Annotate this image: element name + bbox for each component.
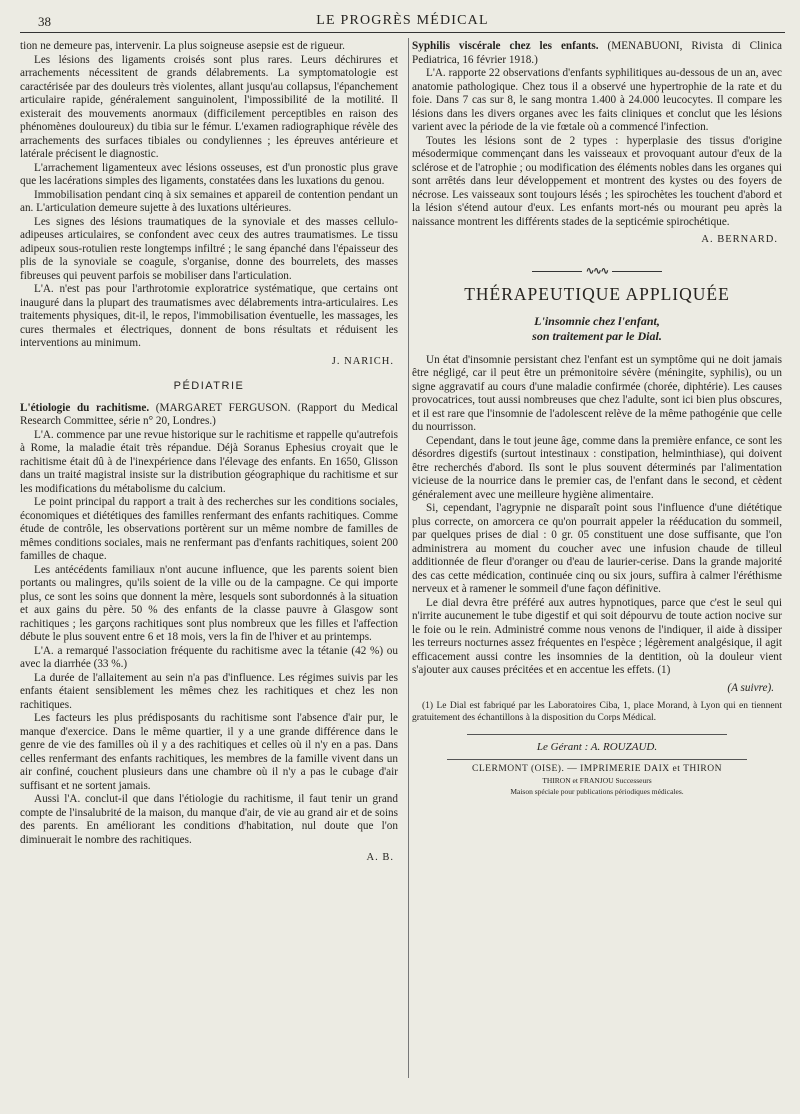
paragraph: L'A. n'est pas pour l'arthrotomie exploratrice systématique, que certains ont inauguré dans la plupart des traumatismes avec délabrements intra-articulaires. Les traitements physiques, dit-il, le repos, l'immobilisation éventuelle, les massages, les cures thermales et électriques, donnent de bons résultats et réduisent les interventions au minimum.	[20, 283, 398, 349]
paragraph: Les lésions des ligaments croisés sont plus rares. Leurs déchirures et arrachements nécessitent de grands délabrements. La symptomatologie est caractérisée par des douleurs très violentes, allant jusqu'au collapsus, l'épanchement articulaire rapide, généralement sanguinolent, l'impossibilité de la motilité. Il existerait des mouvements anormaux (difficilement perceptibles en raison des phénomènes douloureux) du tibia sur le fémur. L'examen radiographique révèle des arrachements des surfaces tibiales ou condyliennes ; les épreuves antérieure et latérale précisent le diagnostic.	[20, 53, 398, 160]
left-column	[20, 40, 398, 873]
paragraph: Immobilisation pendant cinq à six semaines et appareil de contention pendant un an. L'articulation demeure sujette à des luxations ultérieures.	[20, 188, 398, 214]
section-heading: THÉRAPEUTIQUE APPLIQUÉE	[464, 284, 730, 304]
footnote-text: (1) Le Dial est fabriqué par les Laboratoires Ciba, 1, place Morand, à Lyon qui en tiennent gratuitement des échantillons à la disposition du Corps Médical.	[412, 701, 782, 723]
paragraph: Le dial devra être préféré aux autres hypnotiques, parce que c'est le seul qui n'irrite aucunement le tube digestif et qui soit dépourvu de toute action nocive sur le foie ou le rein. Administré comme nous venons de l'indiquer, il aide à dissiper les terreurs nocturnes assez fréquentes en l'espèce ; légèrement analgésique, il agit efficacement aussi contre les insomnies de la dentition, où la douleur vient s'ajouter aux causes précitées et en accentue les effets. (1)	[412, 596, 782, 676]
divider-line	[447, 759, 747, 760]
paragraph: Un état d'insomnie persistant chez l'enfant est un symptôme qui ne doit jamais être négligé, car il peut être un prémonitoire sévère (méningite, syphilis), ou un signe aggravatif au cours d'une maladie confirmée (chorée, diphtérie). Les causes provocatrices, tout aussi nombreuses que chez l'adulte, sont ici bien plus obscures, et il est rare que l'insomnie de l'adolescent relève de la même pathogénie que celle du nourrisson.	[412, 353, 782, 433]
paragraph: L'arrachement ligamenteux avec lésions osseuses, est d'un pronostic plus grave que les lacérations simples des ligaments, constatées dans les luxations du genou.	[20, 161, 398, 187]
ornamental-divider	[412, 265, 782, 279]
article-reference: (MARGARET FERGUSON. (Rapport du Medical Research Committee, série n° 20, Londres.)	[20, 401, 399, 427]
author-signature: J. NARICH.	[331, 355, 394, 367]
page-header	[20, 10, 785, 33]
article-header	[412, 40, 782, 67]
author-signature: A. BERNARD.	[701, 234, 778, 245]
imprint-line: Maison spéciale pour publications périodiques médicales.	[510, 786, 684, 796]
subtitle-line-1: L'insomnie chez l'enfant,	[534, 313, 660, 328]
column-rule	[408, 38, 409, 1078]
paragraph: Les facteurs les plus prédisposants du rachitisme sont l'absence d'air pur, le manque d'exercice. Dans le même quartier, il y a une grande différence dans le genre de vie des familles où il y a des rachitiques et celles où il n'y en a pas. Dans celles renfermant des enfants rachitiques, les membres de la famille vivent dans un air confiné, couchent plusieurs dans une chambre où il n'y a pas le cubage d'air suffisant et ne sortent jamais.	[20, 712, 398, 792]
journal-title: LE PROGRÈS MÉDICAL	[316, 13, 489, 28]
article-subtitle	[412, 314, 782, 344]
divider-glyph: ∿∿∿	[585, 265, 609, 277]
paragraph: L'A. rapporte 22 observations d'enfants syphilitiques au-dessous de un an, avec anatomie pathologique. Chez tous il a observé une hypertrophie de la rate et du foie. Dans 7 cas sur 8, le sang montra 1.400 à 24.000 leucocytes. Il compare les lésions dans les divers organes avec les faits cliniques et conclut que les lésions varient avec la période de la vie fœtale où a commencé l'infection.	[412, 67, 782, 133]
paragraph: Cependant, dans le tout jeune âge, comme dans la première enfance, ce sont les désordres digestifs (surtout intestinaux : constipation, helminthiase), qui doivent être recherchés d'abord. Ils sont le plus souvent déterminés par l'alimentation vicieuse de la nourrice dans le premier cas, de l'enfant dans le second, et cèdent généralement avec une meilleure hygiène alimentaire.	[412, 434, 782, 501]
paragraph: Les signes des lésions traumatiques de la synoviale et des masses cellulo-adipeuses articulaires, se confondent avec ceux des autres traumatismes. Le tissu adipeux sous-rotulien reste longtemps infiltré ; le sang épanché dans l'épaisseur des plis de la synoviale se coagule, s'organise, donne des bourrelets, des masses fibreuses qui peuvent parfois se mobiliser dans l'articulation.	[20, 215, 398, 282]
page-number: 38	[38, 14, 51, 29]
article-header	[20, 402, 398, 429]
article-reference: (MENABUONI, Rivista di Clinica Pediatrica, 16 février 1918.)	[412, 40, 782, 66]
printer-imprint	[412, 764, 782, 797]
imprint-line: THIRON et FRANJOU Successeurs	[542, 775, 652, 785]
footnote	[412, 701, 782, 724]
author-signature: A. B.	[366, 852, 394, 863]
article-title: L'étiologie du rachitisme.	[20, 401, 150, 414]
publisher-manager: Le Gérant : A. ROUZAUD.	[536, 741, 658, 753]
paragraph: La durée de l'allaitement au sein n'a pas d'influence. Les régimes suivis par les enfants étaient sensiblement les mêmes chez les rachitiques et chez les non rachitiques.	[20, 671, 398, 711]
article-title: Syphilis viscérale chez les enfants.	[412, 40, 599, 52]
paragraph: L'A. a remarqué l'association fréquente du rachitisme avec la tétanie (42 %) ou avec la diarrhée (33 %.)	[20, 644, 398, 670]
divider-line	[467, 734, 727, 735]
paragraph: Les antécédents familiaux n'ont aucune influence, que les parents soient bien portants ou malingres, qu'ils soient de la ville ou de la campagne. Ce qui importe plus, ce sont les soins que donnent la mère, lesquels sont subordonnés à la situation et aux gains du père. 50 % des enfants de la classe pauvre à Glasgow sont rachitiques ; les garçons rachitiques sont plus nombreux que les filles et l'affection débute le plus souvent entre 6 et 18 mois, vers la fin de l'hiver et au printemps.	[20, 563, 398, 643]
paragraph: Si, cependant, l'agrypnie ne disparaît point sous l'influence d'une diététique plus correcte, on amorcera ce qu'on pourrait appeler la rééducation du sommeil, par quelques prises de dial : 0 gr. 05 constituent une dose suffisante, que l'on administrera au moment du coucher avec une infusion chaude de tilleul additionnée de fleur d'oranger ou d'eau de laurier-cerise. Dans la grande majorité des cas cette médication, continuée cinq ou six jours, suffira à calmer l'éréthisme nerveux et à ramener le sommeil d'une façon définitive.	[412, 502, 782, 595]
paragraph: Toutes les lésions sont de 2 types : hyperplasie des tissus d'origine mésodermique commençant dans les vaisseaux et provoquant autour d'eux de la sclérose et de l'atrophie ; ou modification des éléments nobles dans les organes qui sont arrêtés dans leur développement et montrent des kystes ou des foyers de nécrose. Les vaisseaux sont toujours lésés ; les spirochètes les touchent d'abord et la lésion s'étend autour d'eux. Les enfants mort-nés ou mourant peu après la naissance montrent les différents stades de la septicémie spirochétique.	[412, 134, 782, 228]
paragraph: Aussi l'A. conclut-il que dans l'étiologie du rachitisme, il faut tenir un grand compte de l'insalubrité de la maison, du manque d'air, de vie au grand air et de soins des parents. En améliorant les conditions d'habitation, nul doute que l'on diminuerait le nombre des rachitiques.	[20, 793, 398, 846]
section-label: PÉDIATRIE	[173, 380, 245, 392]
paragraph: L'A. commence par une revue historique sur le rachitisme et rappelle qu'autrefois à Rome, la maladie était très répandue. Déjà Soranus Ephesius croyait que le rachitisme était dû à de l'inexpérience dans l'élevage des enfants. En 1650, Glisson dans un traité magistral insiste sur la distribution géographique du rachitisme et sur les modifications du métabolisme du calcium.	[20, 428, 398, 495]
imprint-line: CLERMONT (OISE). — IMPRIMERIE DAIX et THIRON	[472, 763, 722, 774]
to-be-continued: (A suivre).	[727, 681, 774, 694]
paragraph: tion ne demeure pas, intervenir. La plus soigneuse asepsie est de rigueur.	[20, 40, 345, 52]
right-column	[412, 40, 782, 797]
paragraph: Le point principal du rapport a trait à des recherches sur les conditions sociales, économiques et diététiques des familles renfermant des enfants rachitiques. Comme étude de contrôle, les observations portèrent sur un même nombre de familles de mêmes conditions sociales, mais ne renfermant pas d'enfants rachitiques, soient 200 familles de chaque.	[20, 496, 398, 562]
subtitle-line-2: son traitement par le Dial.	[532, 328, 662, 343]
